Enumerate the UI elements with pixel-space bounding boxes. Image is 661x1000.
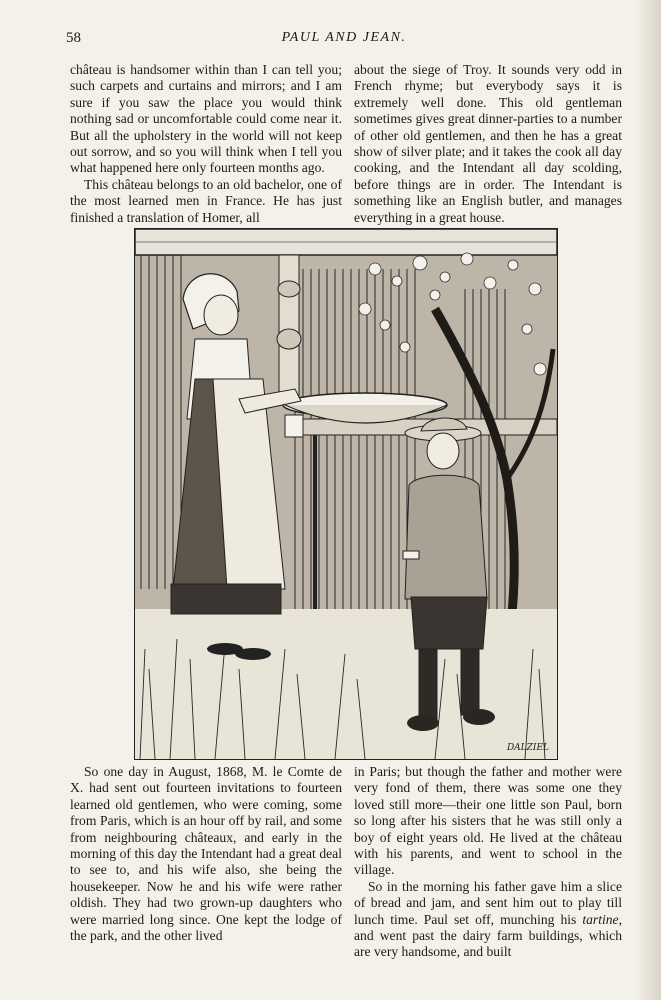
paragraph: about the siege of Troy. It sounds very odd in French rhyme; but everybody says it is extremely well done. This old gentleman sometimes gives great dinner-parties to a number of other old gentlemen, and then he has a great show of silver plate; and it takes the cook all day cooking, and the Intendant all day scolding, before things are in order. The Intendant is something like an English butler, and manages everything in a great house. xyxy=(354,62,622,225)
engraving-illustration xyxy=(134,228,558,760)
paragraph: château is handsomer within than I can tell you; such carpets and curtains and mirrors; and I am sure if you saw the place you would think nothing sad or uncomfortable could come near it. But all the upholstery in the world will not keep out sorrow, and so you will think when I tell you what happened here only fourteen months ago. xyxy=(70,62,342,176)
column-top-left xyxy=(70,62,342,226)
text-run: So in the morning his father gave him a slice of bread and jam, and sent him out to play till lunch time. Paul set off, munching his xyxy=(354,878,622,927)
running-title: PAUL AND JEAN. xyxy=(281,30,407,45)
paragraph: So one day in August, 1868, M. le Comte de X. had sent out fourteen invitations to fourteen learned old gentlemen, who were coming, some from Paris, which is an hour off by rail, and some from neighbouring châteaux, and early in the morning of this day the Intendant had a great deal to see to, and his wife also, she being the housekeeper. Now he and his wife were rather oldish. They had two grown-up daughters who were married long since. One kept the lodge of the park, and the other lived xyxy=(70,764,342,944)
paragraph: in Paris; but though the father and mother were very fond of them, there was some one they loved still more—their one little son Paul, born so long after his sisters that he was still only a boy of eight years old. He lived at the château with his parents, and went to school in the village. xyxy=(354,764,622,878)
page-edge-shadow xyxy=(635,0,661,1000)
column-bottom-right xyxy=(354,764,622,961)
column-bottom-left xyxy=(70,764,342,944)
page-header xyxy=(66,30,622,52)
engraving-artwork xyxy=(135,229,557,759)
paragraph: This château belongs to an old bachelor, one of the most learned men in France. He has just finished a translation of Homer, all xyxy=(70,176,342,225)
engraver-signature: DALZIEL xyxy=(506,743,549,753)
paragraph xyxy=(354,879,622,961)
column-top-right xyxy=(354,62,622,226)
italic-word: tartine, xyxy=(582,911,622,927)
page-number: 58 xyxy=(66,30,81,46)
text-run: and went past the dairy farm buildings, which are very handsome, and built xyxy=(354,928,622,960)
